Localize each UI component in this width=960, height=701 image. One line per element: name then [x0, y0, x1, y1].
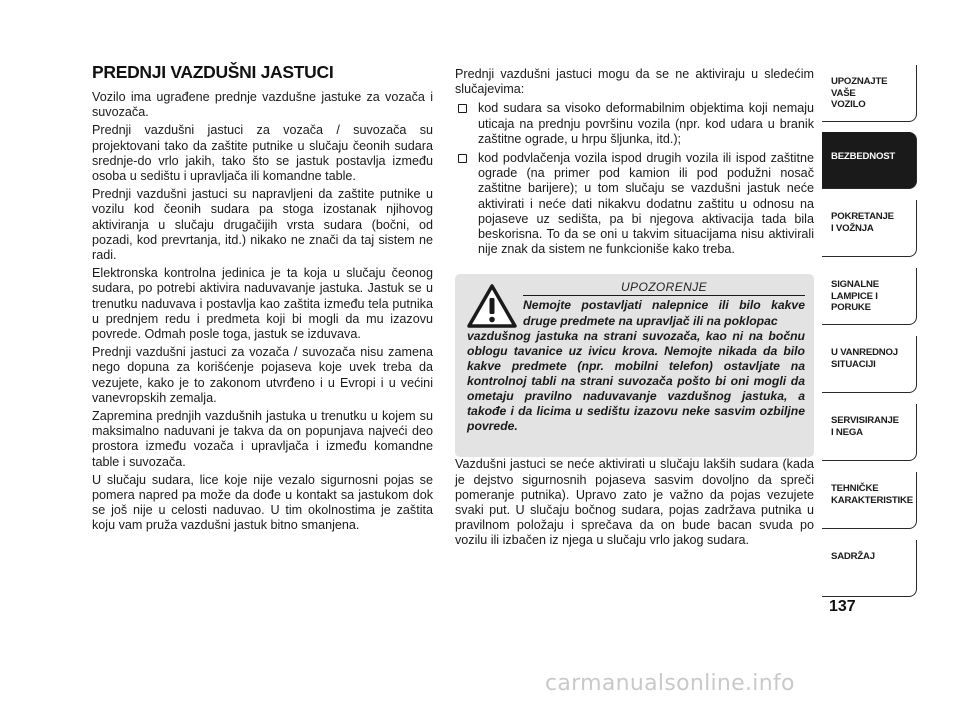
warning-box: [455, 274, 814, 457]
right-column: [455, 67, 814, 552]
paragraph: Prednji vazdušni jastuci su napravljeni da zaštite putnike u vozilu kod čeonih sudara pa stoga izostanak njihovog aktiviranja u slučaju drugačijih vrsta sudara (bočni, od pozadi, kod prevrtanja, itd.) nikako ne znači da taj sistem ne radi.: [92, 187, 433, 263]
tab-servisiranje-i-nega[interactable]: SERVISIRANJE I NEGA: [822, 404, 917, 461]
tab-tehnicke-karakteristike[interactable]: TEHNIČKE KARAKTERISTIKE: [822, 472, 917, 529]
tab-signalne-lampice[interactable]: SIGNALNE LAMPICE I PORUKE: [822, 268, 917, 325]
warning-text-indented: Nemojte postavljati nalepnice ili bilo kakve druge predmete na upravljač ili na poklopac: [523, 298, 805, 328]
list-item-text: kod podvlačenja vozila ispod drugih vozila ili ispod zaštitne ograde (na primer pod kamion ili pod podužni nosač zaštitne barijere); u tom slučaju se vazdušni jastuk neće aktivirati i neće dati nikakvu dodatnu zaštitu u odnosu na pojaseve uz sedišta, pa bi njegova aktivacija tada bila beskorisna. To da se oni u takvim situacijama nisu aktivirali nije znak da sistem ne funkcioniše kako treba.: [478, 151, 814, 257]
bullet-list: [455, 101, 814, 257]
checkbox-bullet-icon: [458, 154, 467, 163]
tab-u-vanrednoj-situaciji[interactable]: U VANREDNOJ SITUACIJI: [822, 336, 917, 393]
tab-bezbednost[interactable]: BEZBEDNOST: [822, 132, 917, 189]
warning-text: [467, 298, 805, 434]
paragraph: U slučaju sudara, lice koje nije vezalo sigurnosni pojas se pomera napred pa može da dođe u kontakt sa jastukom dok se još nije u celosti naduvao. U tim okolnostima je zaštita koju vam pruža vazdušni jastuk bitno smanjena.: [92, 472, 433, 533]
warning-triangle-icon: [467, 284, 517, 328]
tab-sadrzaj[interactable]: SADRŽAJ: [822, 540, 917, 597]
page-number: 137: [829, 598, 856, 615]
list-item: [455, 151, 814, 257]
intro-paragraph: Prednji vazdušni jastuci mogu da se ne aktiviraju u sledećim slučajevima:: [455, 67, 814, 97]
paragraph: Prednji vazdušni jastuci za vozača / suvozača nisu zamena nego dopuna za korišćenje pojaseva koje uvek treba da vezujete, kako je to zakonom utvrđeno i u Evropi i u većini vanevropskih zemalja.: [92, 345, 433, 405]
tab-pokretanje-i-voznja[interactable]: POKRETANJE I VOŽNJA: [822, 200, 917, 257]
list-item-text: kod sudara sa visoko deformabilnim objektima koji nemaju uticaja na prednju površinu vozila (npr. kod udara u branik zaštitne ograde, u hrpu šljunka, itd.);: [478, 101, 814, 146]
watermark: carmanualsonline.info: [545, 671, 795, 696]
warning-text-rest: vazdušnog jastuka na strani suvozača, kao ni na bočnu oblogu tavanice uz ivicu krova. Nemojte nikada da bilo kakve predmete (npr. mobilni telefon) ostavljate na kontrolnoj tabli na strani suvozača pošto bi oni mogli da ometaju pravilno naduvavanje vazdušnog jastuka, a takođe i da licima u sedištu izazovu neke sasvim ozbiljne povrede.: [467, 328, 805, 434]
paragraph: Elektronska kontrolna jedinica je ta koja u slučaju čeonog sudara, po potrebi aktivira naduvavanje jastuka. Jastuk se u trenutku naduvava i postavlja kao zaštita između tela putnika u prednjem redu i predmeta koji bi mogli da mu izazovu povrede. Odmah posle toga, jastuk se izduvava.: [92, 266, 433, 342]
left-column: [92, 62, 433, 537]
list-item: [455, 101, 814, 147]
warning-heading: UPOZORENJE: [523, 280, 805, 296]
paragraph: Prednji vazdušni jastuci za vozača / suvozača su projektovani tako da zaštite putnike u slučaju čeonih sudara srednje-do vrlo jakih, tako što se jastuk postavlja između osoba u sedištu i upravljača ili komandne table.: [92, 123, 433, 184]
tab-upoznajte-vase-vozilo[interactable]: UPOZNAJTE VAŠE VOZILO: [822, 65, 917, 122]
checkbox-bullet-icon: [458, 104, 467, 113]
paragraph: Zapremina prednjih vazdušnih jastuka u trenutku u kojem su maksimalno naduvani je takva da on popunjava najveći deo prostora između vozača i upravljača i između komandne table i suvozača.: [92, 409, 433, 469]
closing-paragraph: Vazdušni jastuci se neće aktivirati u slučaju lakših sudara (kada je dejstvo sigurnosnih pojaseva sasvim dovoljno da spreči pomeranje putnika). Upravo zato je važno da pojas vezujete svaki put. U slučaju bočnog sudara, pojas zadržava putnika u pravilnom položaju i sprečava da on bude bacan svuda po vozilu ili izbačen iz njega u slučaju vrlo jakog sudara.: [455, 457, 814, 548]
section-title: PREDNJI VAZDUŠNI JASTUCI: [92, 62, 334, 82]
paragraph: Vozilo ima ugrađene prednje vazdušne jastuke za vozača i suvozača.: [92, 90, 433, 120]
